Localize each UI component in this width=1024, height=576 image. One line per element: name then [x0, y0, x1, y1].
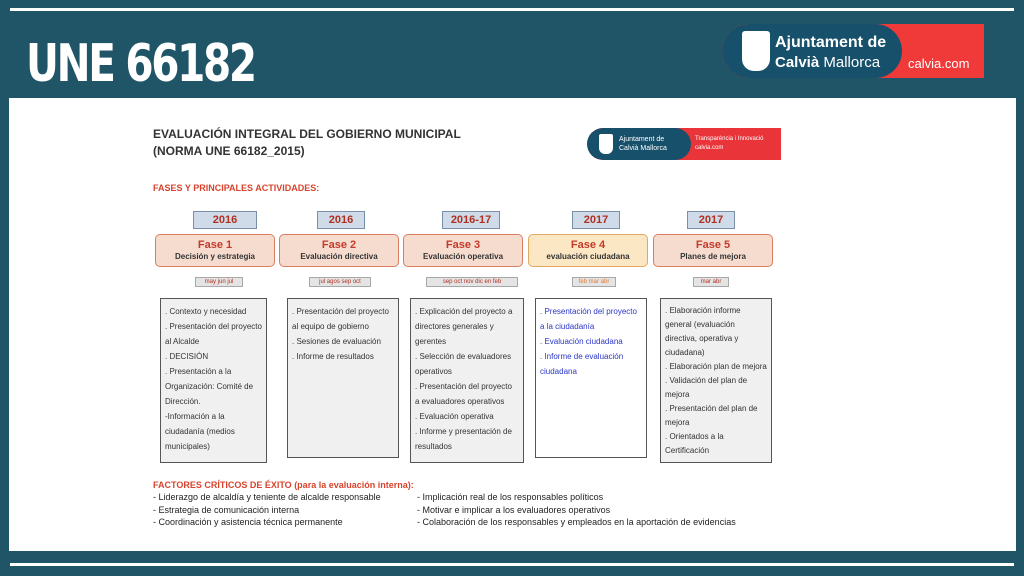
logo-website: calvia.com: [908, 56, 970, 71]
phase-3-box: Fase 3 Evaluación operativa: [403, 234, 523, 267]
phase-2-year: 2016: [317, 211, 365, 229]
document-title: EVALUACIÓN INTEGRAL DEL GOBIERNO MUNICIPAL (NORMA UNE 66182_2015): [153, 127, 461, 158]
document-logo: Ajuntament de Calvià Mallorca Transparència i Innovació calvia.com: [587, 128, 781, 160]
slide-title: UNE 66182: [26, 34, 255, 94]
phase-2-activities: . Presentación del proyecto al equipo de gobierno . Sesiones de evaluación . Informe de resultados: [287, 298, 399, 458]
document-image: [9, 98, 1016, 551]
phase-5-box: Fase 5 Planes de mejora: [653, 234, 773, 267]
critical-factors-heading: FACTORES CRÍTICOS DE ÉXITO (para la evaluación interna):: [153, 480, 414, 490]
phase-3-months: sep oct nov dic en feb: [426, 277, 518, 287]
top-divider: [10, 8, 1014, 11]
phase-3-year: 2016-17: [442, 211, 500, 229]
coat-of-arms-icon: [599, 134, 613, 154]
phase-2-months: jul agos sep oct: [309, 277, 371, 287]
phase-3-activities: . Explicación del proyecto a directores generales y gerentes . Selección de evaluadores operativos . Presentación del proyecto a evaluadores operativos . Evaluación operativa . Informe y presentación de resultados: [410, 298, 524, 463]
phase-4-box: Fase 4 evaluación ciudadana: [528, 234, 648, 267]
phase-4-activities: . Presentación del proyecto a la ciudadanía . Evaluación ciudadana . Informe de evaluación ciudadana: [535, 298, 647, 458]
logo-line2: Calvià Mallorca: [775, 54, 881, 71]
phase-5-year: 2017: [687, 211, 735, 229]
phase-5-activities: . Elaboración informe general (evaluación directiva, operativa y ciudadana) . Elaboración plan de mejora . Validación del plan de mejora . Presentación del plan de mejora . Orientados a la Certificación: [660, 298, 772, 463]
bottom-divider: [10, 563, 1014, 566]
phase-1-year: 2016: [193, 211, 257, 229]
coat-of-arms-icon: [742, 31, 770, 71]
logo-line1: Ajuntament de: [775, 34, 887, 51]
phase-5-months: mar abr: [693, 277, 729, 287]
critical-factors-left: - Liderazgo de alcaldía y teniente de alcalde responsable - Estrategia de comunicación interna - Coordinación y asistencia técnica permanente: [153, 492, 381, 527]
phase-2-box: Fase 2 Evaluación directiva: [279, 234, 399, 267]
phases-heading: FASES Y PRINCIPALES ACTIVIDADES:: [153, 183, 320, 193]
phase-4-months: feb mar abr: [572, 277, 616, 287]
phase-1-activities: . Contexto y necesidad . Presentación del proyecto al Alcalde . DECISIÓN . Presentación a la Organización: Comité de Dirección. -Información a la ciudadanía (medios municipales): [160, 298, 267, 463]
phase-1-months: may jun jul: [195, 277, 243, 287]
phase-1-box: Fase 1 Decisión y estrategia: [155, 234, 275, 267]
calvia-logo: [722, 24, 984, 78]
phase-4-year: 2017: [572, 211, 620, 229]
critical-factors-right: - Implicación real de los responsables políticos - Motivar e implicar a los evaluadores operativos - Colaboración de los responsables y empleados en la aportación de evidencias: [417, 492, 736, 527]
